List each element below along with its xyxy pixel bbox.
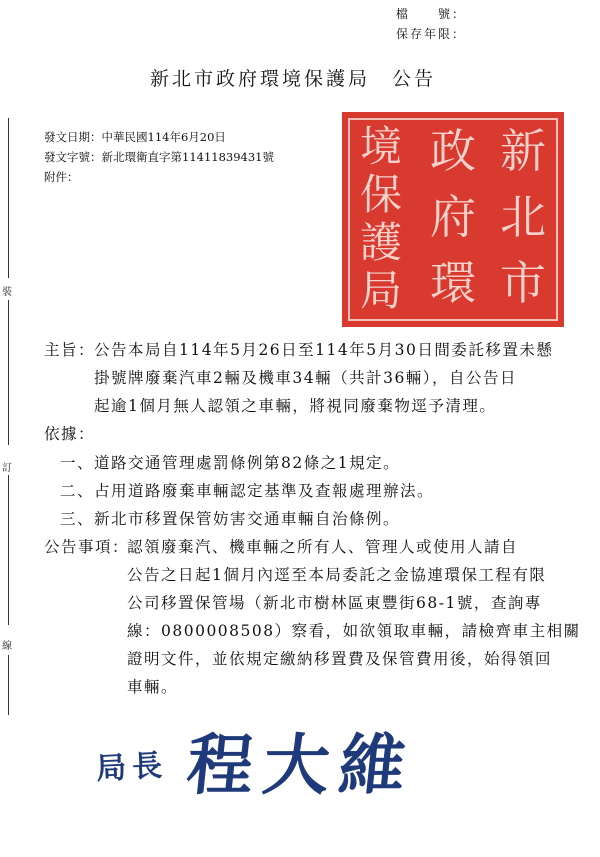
reference-number-row bbox=[44, 148, 274, 166]
binding-mark: 線 bbox=[2, 636, 12, 653]
seal-character: 護 bbox=[360, 218, 403, 267]
binding-line bbox=[8, 475, 9, 625]
seal-character: 環 bbox=[430, 256, 476, 310]
reference-number-value: 新北環衛直字第11411839431號 bbox=[101, 150, 274, 164]
notice-line: 線：0800008508）察看，如欲領取車輛，請檢齊車主相關 bbox=[127, 622, 581, 640]
subject-line: 起逾1個月無人認領之車輛，將視同廢棄物逕予清理。 bbox=[94, 397, 497, 415]
notice-line: 車輛。 bbox=[127, 678, 179, 696]
director-signature: 程大維 bbox=[183, 726, 420, 804]
subject-label: 主旨： bbox=[44, 341, 96, 359]
retention-period-label: 保存年限： bbox=[396, 27, 467, 41]
notice-line: 證明文件，並依規定繳納移置費及保管費用後，始得領回 bbox=[127, 650, 553, 668]
notice-line: 公司移置保管場（新北市樹林區東豐街68-1號，查詢專 bbox=[127, 594, 542, 612]
issue-date-row bbox=[44, 128, 226, 146]
notice-line: 認領廢棄汽、機車輛之所有人、管理人或使用人請自 bbox=[127, 538, 519, 556]
director-title: 局長 bbox=[95, 748, 170, 787]
attachment-label: 附件： bbox=[44, 170, 79, 184]
document-title bbox=[150, 64, 436, 91]
agency-name: 新北市政府環境保護局 bbox=[150, 68, 371, 90]
notice-label: 公告事項： bbox=[44, 538, 130, 556]
binding-line bbox=[8, 300, 9, 445]
subject-line: 公告本局自114年5月26日至114年5月30日間委託移置未懸 bbox=[94, 341, 554, 359]
basis-item: 一、道路交通管理處罰條例第82條之1規定。 bbox=[60, 454, 401, 472]
binding-mark: 裝 bbox=[2, 282, 12, 299]
seal-character: 局 bbox=[360, 266, 403, 315]
reference-number-label: 發文字號： bbox=[44, 150, 102, 164]
seal-character: 新 bbox=[500, 124, 546, 178]
seal-character: 北 bbox=[500, 190, 546, 244]
seal-character: 府 bbox=[430, 190, 476, 244]
basis-item: 三、新北市移置保管妨害交通車輛自治條例。 bbox=[60, 510, 401, 528]
seal-character: 市 bbox=[500, 256, 546, 310]
issue-date-label: 發文日期： bbox=[44, 130, 102, 144]
seal-character: 保 bbox=[360, 170, 403, 219]
binding-mark: 訂 bbox=[2, 458, 12, 475]
notice-line: 公告之日起1個月內逕至本局委託之金協連環保工程有限 bbox=[127, 566, 547, 584]
official-seal bbox=[342, 112, 564, 327]
file-number-label: 檔 號： bbox=[396, 7, 467, 21]
seal-character: 政 bbox=[430, 124, 476, 178]
subject-line: 掛號牌廢棄汽車2輛及機車34輛（共計36輛），自公告日 bbox=[94, 369, 518, 387]
binding-line bbox=[8, 655, 9, 715]
document-type: 公告 bbox=[392, 68, 437, 90]
seal-character: 境 bbox=[360, 122, 403, 171]
basis-item: 二、占用道路廢棄車輛認定基準及查報處理辦法。 bbox=[60, 482, 435, 500]
binding-line bbox=[8, 118, 9, 278]
basis-label: 依據： bbox=[44, 425, 96, 443]
issue-date-value: 中華民國114年6月20日 bbox=[101, 130, 226, 144]
